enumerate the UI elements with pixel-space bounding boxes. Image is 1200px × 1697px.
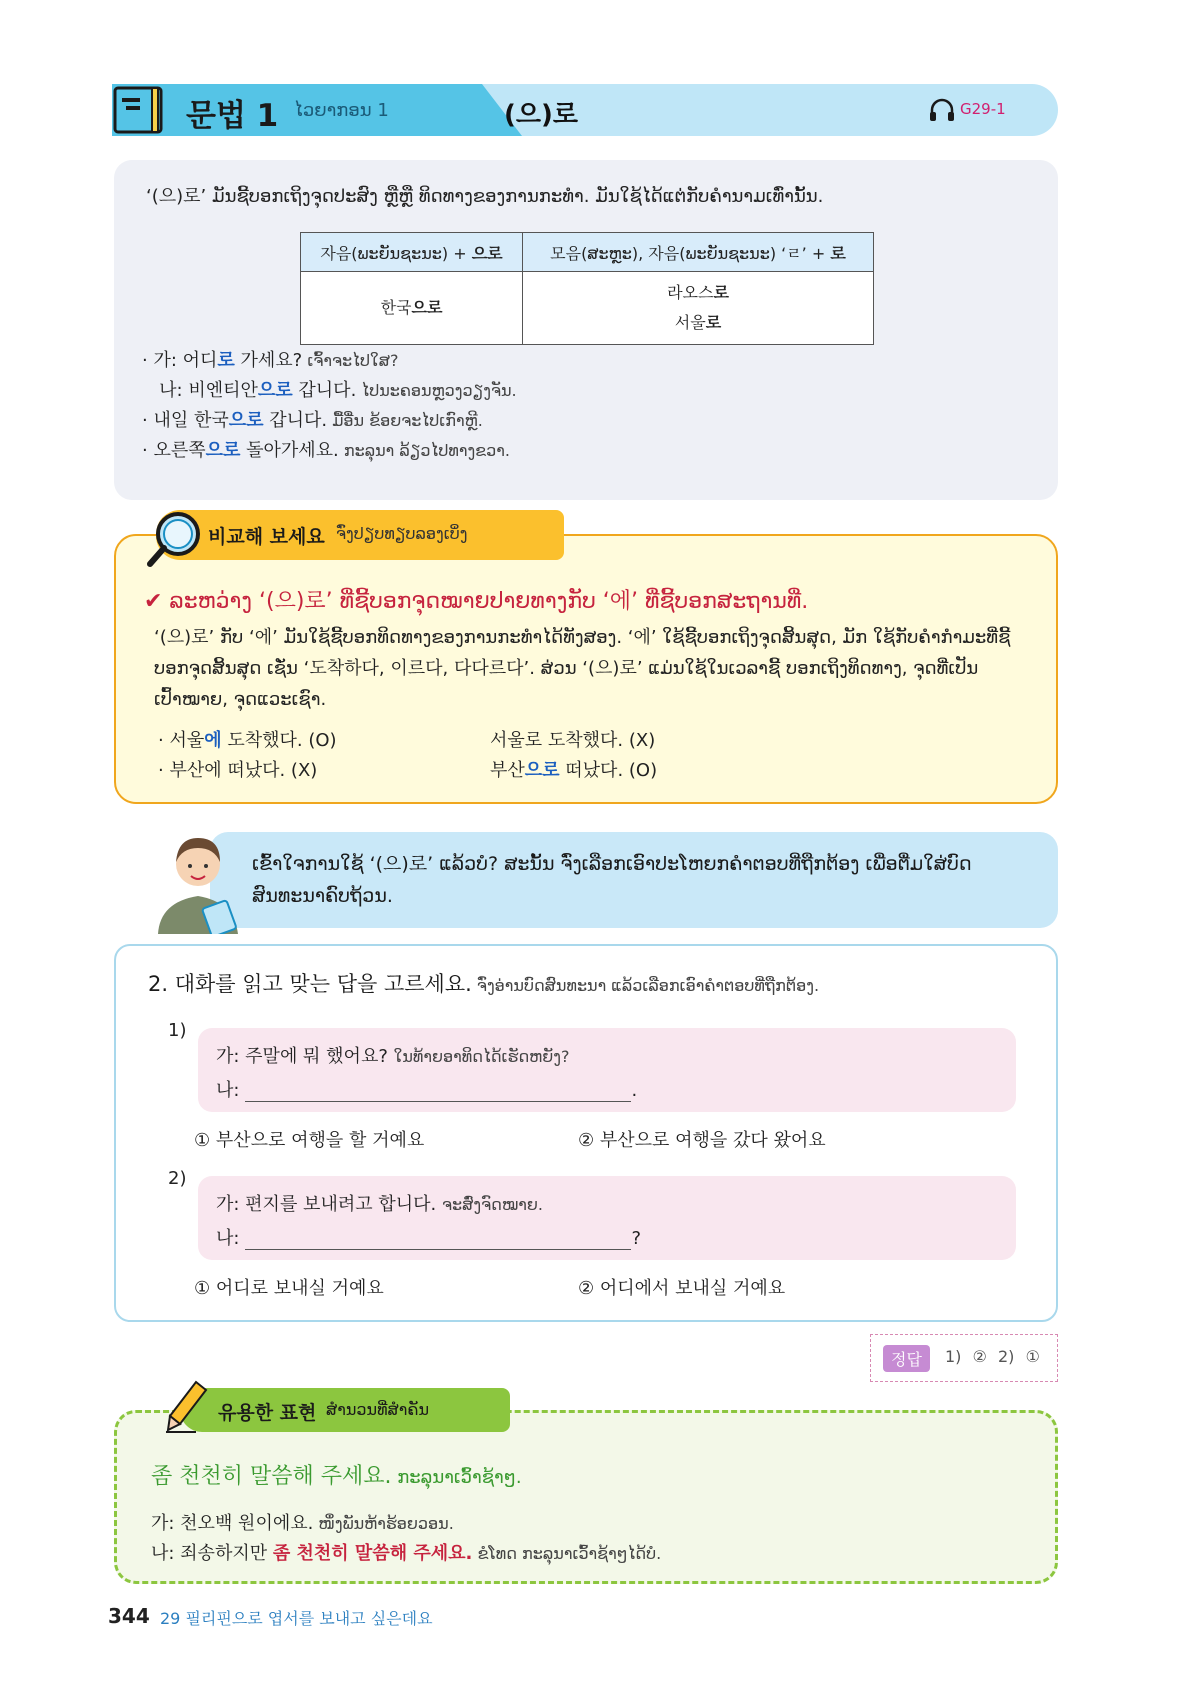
- table-header-vowel: [523, 233, 874, 272]
- table-header-text: 자음(ພະຍັນຊະນະ) +: [320, 243, 472, 263]
- useful-dialogue-line: 나: 죄송하지만 좀 천천히 말씀해 주세요. ຂໍໂທດ ກະລຸນາເວົ້າຊ້າໆໄດ້ບໍ.: [151, 1543, 662, 1564]
- compare-tab: [156, 510, 564, 560]
- dialogue-line: 가: 편지를 보내려고 합니다. ຈະສົ່ງຈົດໝາຍ.: [216, 1194, 544, 1215]
- speech-bubble: [210, 832, 1058, 928]
- grammar-intro-box: [114, 160, 1058, 500]
- table-header-consonant: [301, 233, 523, 272]
- compare-example: 부산으로 떠났다. (O): [490, 760, 658, 781]
- example-sentence: · 오른쪽으로 돌아가세요. ກະລຸນາ ລ້ຽວໄປທາງຂວາ.: [142, 440, 510, 461]
- compare-example: · 서울에 도착했다. (O): [158, 730, 337, 751]
- table-cell-word: 한국: [380, 298, 412, 317]
- dialogue-line: 나: .: [216, 1080, 638, 1101]
- useful-tab-title: 유용한 표현: [218, 1402, 317, 1424]
- answer-blank[interactable]: [245, 1083, 631, 1102]
- table-cell-word: 서울: [674, 313, 706, 332]
- magnifier-icon: [144, 508, 204, 568]
- headphone-icon: [928, 98, 956, 122]
- table-cell-suffix: 으로: [411, 298, 443, 317]
- answer-option[interactable]: ② 부산으로 여행을 갔다 왔어요: [578, 1130, 826, 1151]
- answer-option[interactable]: ① 어디로 보내실 거예요: [194, 1278, 384, 1299]
- teacher-illustration: [148, 822, 248, 934]
- table-header-suffix: 으로: [471, 243, 503, 263]
- audio-track[interactable]: [960, 100, 1006, 118]
- speech-text: ເຂົ້າໃຈການໃຊ້ ‘(으)로’ ແລ້ວບໍ? ສະນັ້ນ ຈົ່ງເລືອກເອົາປະໂຫຍກຄຳຕອບທີ່ຖືກຕ້ອງ ເພື່ອຕື່ມໃສ່ບົດສົນທະນາຄົບຖ້ວນ.: [252, 853, 972, 907]
- compare-box: [114, 534, 1058, 804]
- header-title: 문법 1: [186, 98, 279, 134]
- header-subtitle: ໄວຍາກອນ 1: [294, 100, 389, 121]
- useful-dialogue-line: 가: 천오백 원이에요. ໜຶ່ງພັນຫ້າຮ້ອຍວອນ.: [151, 1513, 454, 1534]
- answer-key: [870, 1334, 1058, 1382]
- header-topic: (으)로: [504, 100, 578, 130]
- example-sentence: · 내일 한국으로 갑니다. ມື້ອື່ນ ຂ້ອຍຈະໄປເກົາຫຼີ.: [142, 410, 483, 431]
- dialogue-box: [198, 1176, 1016, 1260]
- useful-tab-subtitle: ສຳນວນທີ່ສຳຄັນ: [326, 1400, 429, 1419]
- compare-tab-subtitle: ຈົ່ງປຽບທຽບລອງເບິ່ງ: [336, 524, 468, 543]
- chapter-title: 29 필리핀으로 엽서를 보내고 싶은데요: [160, 1609, 433, 1628]
- section-header: [112, 84, 1058, 136]
- audio-code: G29-1: [960, 100, 1006, 118]
- compare-example: · 부산에 떠났다. (X): [158, 760, 318, 781]
- table-header-suffix: 로: [830, 243, 846, 263]
- answer-option[interactable]: ② 어디에서 보내실 거예요: [578, 1278, 786, 1299]
- book-icon: [112, 84, 170, 136]
- exercise-box: [114, 944, 1058, 1322]
- compare-heading: ✔ ລະຫວ່າງ ‘(으)로’ ທີ່ຊີ້ບອກຈຸດໝາຍປາຍທາງກັບ ‘에’ ທີ່ຊີ້ບອກສະຖານທີ່.: [144, 589, 809, 614]
- useful-expression-box: [114, 1410, 1058, 1584]
- dialogue-box: [198, 1028, 1016, 1112]
- page-number: 344: [108, 1604, 150, 1628]
- table-cell-suffix: 로: [705, 313, 722, 332]
- table-cell-word: 라오스: [667, 283, 714, 302]
- table-cell-suffix: 로: [713, 283, 729, 302]
- useful-tab: [180, 1388, 510, 1432]
- answer-badge: 정답: [883, 1345, 930, 1372]
- exercise-title: 2. 대화를 읽고 맞는 답을 고르세요. ຈົ່ງອ່ານບົດສົນທະນາ ແລ້ວເລືອກເອົາຄຳຕອບທີ່ຖືກຕ້ອງ.: [148, 972, 820, 996]
- answer-text: 1) ② 2) ①: [945, 1347, 1040, 1366]
- useful-main-expression: 좀 천천히 말씀해 주세요. ກະລຸນາເວົ້າຊ້າໆ.: [151, 1464, 522, 1489]
- table-cell-vowel: [523, 272, 874, 345]
- pencil-icon: [166, 1378, 210, 1434]
- dialogue-line: 나: ?: [216, 1228, 642, 1249]
- compare-body: ‘(으)로’ ກັບ ‘에’ ມັນໃຊ້ຊີ້ບອກທິດທາງຂອງການກະທຳໄດ້ທັງສອງ. ‘에’ ໃຊ້ຊີ້ບອກເຖິງຈຸດສິ້ນສຸດ, ມັກ ໃຊ້ກັບຄຳກຳມະທີ່ຊີ້ບອກຈຸດສິ້ນສຸດ ເຊັ່ນ ‘도착하다, 이르다, 다다르다’. ສ່ວນ ‘(으)로’ ແມ່ນໃຊ້ໃນເວລາຊີ້ ບອກເຖິງທິດທາງ, ຈຸດທີ່ເປັນເປົ້າໝາຍ, ຈຸດແວະເຊົາ.: [154, 627, 1011, 710]
- answer-blank[interactable]: [245, 1231, 631, 1250]
- question-number: 1): [168, 1020, 187, 1041]
- example-sentence: · 가: 어디로 가세요? ເຈົ້າຈະໄປໃສ?: [142, 350, 399, 371]
- dialogue-line: 가: 주말에 뭐 했어요? ໃນທ້າຍອາທິດໄດ້ເຮັດຫຍັງ?: [216, 1046, 570, 1067]
- compare-example: 서울로 도착했다. (X): [490, 730, 656, 751]
- compare-tab-title: 비교해 보세요: [208, 526, 325, 548]
- table-cell-consonant: [301, 272, 523, 345]
- question-number: 2): [168, 1168, 187, 1189]
- intro-text: ‘(으)로’ ມັນຊີ້ບອກເຖິງຈຸດປະສົງ ຫຼືຫຼື ທິດທາງຂອງການກະທຳ. ມັນໃຊ້ໄດ້ແຕ່ກັບຄຳນາມເທົ່ານັ້ນ.: [146, 186, 824, 207]
- answer-option[interactable]: ① 부산으로 여행을 할 거예요: [194, 1130, 425, 1151]
- table-header-text: 모음(ສະຫຼະ), 자음(ພະຍັນຊະນະ) ‘ㄹ’ +: [550, 243, 831, 263]
- example-sentence: 나: 비엔티안으로 갑니다. ໄປນະຄອນຫຼວງວຽງຈັນ.: [142, 380, 517, 401]
- conjugation-table: [300, 232, 874, 345]
